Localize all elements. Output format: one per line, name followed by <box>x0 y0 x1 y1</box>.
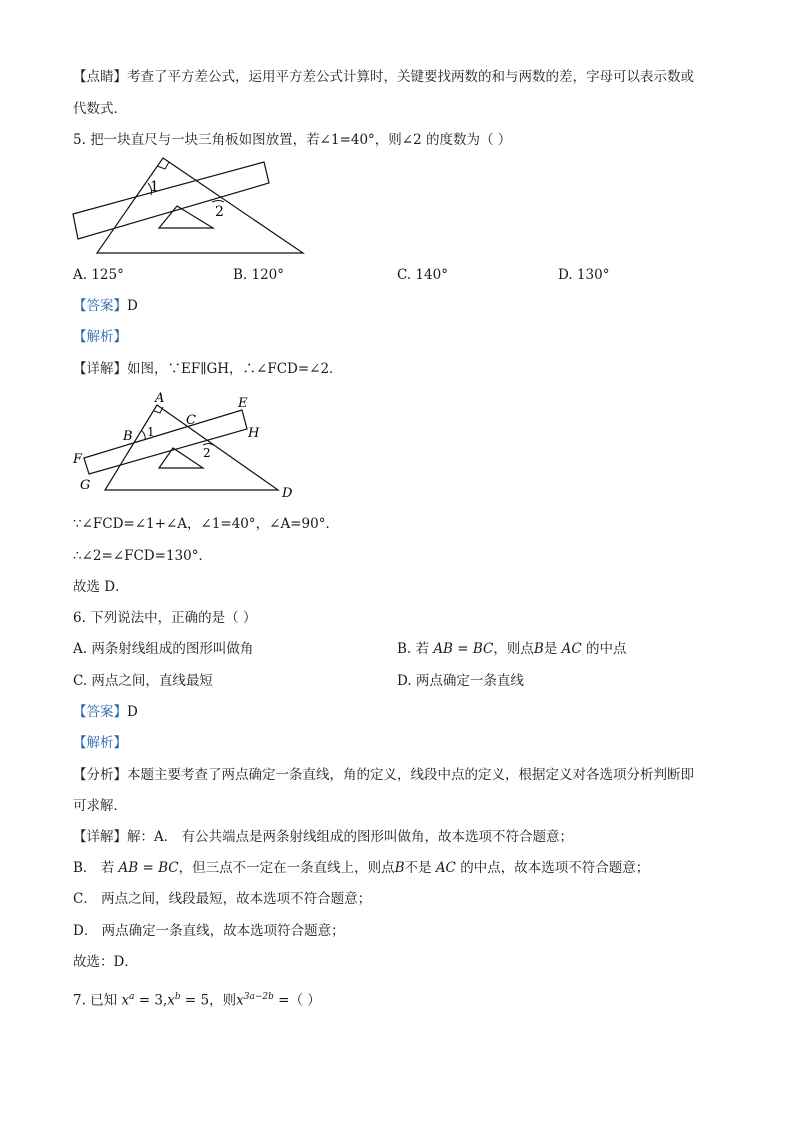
q5-figure <box>70 155 310 260</box>
q7-exp-b: b <box>174 992 181 1002</box>
q5-label-D: D <box>282 486 293 501</box>
q6-option-b-mid2: 是 <box>543 641 558 657</box>
q5-analysis-tag: 【解析】 <box>73 329 127 345</box>
q5-label-2-sol: 2 <box>203 446 211 460</box>
dianjing-tag: 【点睛】 <box>73 69 127 85</box>
q5-triangle-large <box>97 158 303 253</box>
q5-answer-value: D <box>127 298 138 314</box>
q6-detail-c: C． 两点之间，线段最短，故本选项不符合题意； <box>73 891 372 907</box>
q7-post: =（ ） <box>273 992 321 1009</box>
q6-stem: 6. 下列说法中，正确的是（ ） <box>73 610 257 626</box>
q6-detail-b-post: 的中点，故本选项不符合题意； <box>460 860 650 876</box>
q7-stem <box>73 988 321 1010</box>
q5-sol-triangle-small <box>159 448 203 468</box>
q6-option-a: A. 两条射线组成的图形叫做角 <box>73 641 254 657</box>
q6-analysis-tag: 【解析】 <box>73 735 127 751</box>
q5-label-E: E <box>238 396 248 411</box>
q5-label-H: H <box>248 426 260 441</box>
q5-label-B: B <box>123 429 133 444</box>
q6-option-d: D. 两点确定一条直线 <box>397 673 524 689</box>
q5-step-1: ∵∠FCD=∠1+∠A，∠1=40°，∠A=90°． <box>73 516 339 532</box>
q7-exp-a: a <box>129 992 135 1002</box>
q7-x2: x <box>167 992 175 1009</box>
q6-option-b-mid: ，则点 <box>493 641 534 657</box>
q6-option-b-math: AB = BC <box>433 641 494 657</box>
q6-answer-tag: 【答案】 <box>73 704 127 720</box>
q6-option-b-pre: B. 若 <box>397 641 430 657</box>
q6-option-c: C. 两点之间，直线最短 <box>73 673 213 689</box>
q6-detail-a-text: 解：A． 有公共端点是两条射线组成的图形叫做角，故本选项不符合题意； <box>127 829 574 845</box>
q5-option-d: D. 130° <box>558 267 610 283</box>
q6-option-b-post: 的中点 <box>586 641 627 657</box>
q5-label-C: C <box>186 413 196 428</box>
q5-step-2: ∴∠2=∠FCD=130°． <box>73 548 212 564</box>
q5-detail-text: 如图，∵EF∥GH，∴∠FCD=∠2． <box>127 361 343 377</box>
q6-conclusion: 故选：D． <box>73 954 138 970</box>
dianjing-line-2: 代数式． <box>73 101 127 117</box>
q5-option-a: A. 125° <box>73 267 124 283</box>
q5-answer-tag: 【答案】 <box>73 298 127 314</box>
q7-exp-3a-2b: 3a−2b <box>243 992 274 1002</box>
q5-option-c: C. 140° <box>397 267 448 283</box>
q5-conclusion: 故选 D． <box>73 579 129 595</box>
q5-angle-2-arc <box>212 201 224 203</box>
q5-label-2: 2 <box>215 204 224 220</box>
q6-detail-d: D． 两点确定一条直线，故本选项符合题意； <box>73 923 345 939</box>
q5-stem: 5. 把一块直尺与一块三角板如图放置，若∠1=40°，则∠2 的度数为（ ） <box>73 132 512 148</box>
q6-answer-value: D <box>127 704 138 720</box>
q6-detail-b-math: AB = BC <box>118 860 179 876</box>
dianjing-text-1: 考查了平方差公式，运用平方差公式计算时，关键要找两数的和与两数的差，字母可以表示数或 <box>127 69 694 85</box>
q6-detail-b <box>73 859 649 877</box>
q6-fenxi-tag: 【分析】 <box>73 767 127 783</box>
q6-detail-a <box>73 828 573 846</box>
q7-mid-1: = 3, <box>134 992 168 1009</box>
q5-label-A: A <box>155 391 165 406</box>
q6-fenxi-line-2: 可求解． <box>73 798 127 814</box>
q5-detail-tag: 【详解】 <box>73 361 127 377</box>
q6-option-b-point: B <box>533 641 544 657</box>
q5-label-G: G <box>80 478 91 493</box>
q5-sol-angle-1-arc <box>142 431 145 440</box>
q5-sol-ruler <box>84 410 247 474</box>
q7-x1: x <box>121 992 130 1009</box>
q6-detail-tag: 【详解】 <box>73 829 127 845</box>
q5-solution-figure <box>70 388 310 503</box>
q7-stem-pre: 7. 已知 <box>73 992 118 1009</box>
q5-sol-angle-2-arc <box>203 444 213 446</box>
q5-answer <box>73 297 138 315</box>
q6-fenxi-text-1: 本题主要考查了两点确定一条直线，角的定义，线段中点的定义，根据定义对各选项分析判断即 <box>127 767 694 783</box>
q5-triangle-small <box>159 206 213 228</box>
q6-option-b-seg: AC <box>561 641 582 657</box>
q7-mid-2: = 5，则 <box>180 992 237 1009</box>
q6-detail-b-mid: ，但三点不一定在一条直线上，则点 <box>178 860 395 876</box>
q5-label-F: F <box>73 452 83 467</box>
q5-label-1: 1 <box>150 179 159 195</box>
q6-detail-b-pre: B． 若 <box>73 860 115 876</box>
dianjing-line-1 <box>73 68 694 86</box>
q6-detail-b-seg: AC <box>435 860 456 876</box>
q5-label-1-sol: 1 <box>147 425 155 439</box>
q6-detail-b-point: B <box>394 860 405 876</box>
q6-fenxi-line-1 <box>73 766 694 784</box>
q5-option-b: B. 120° <box>233 267 285 283</box>
q5-detail <box>73 360 343 378</box>
q6-option-b <box>397 640 627 658</box>
q6-detail-b-mid2: 不是 <box>404 860 432 876</box>
q6-answer <box>73 703 138 721</box>
q7-x3: x <box>236 992 244 1009</box>
